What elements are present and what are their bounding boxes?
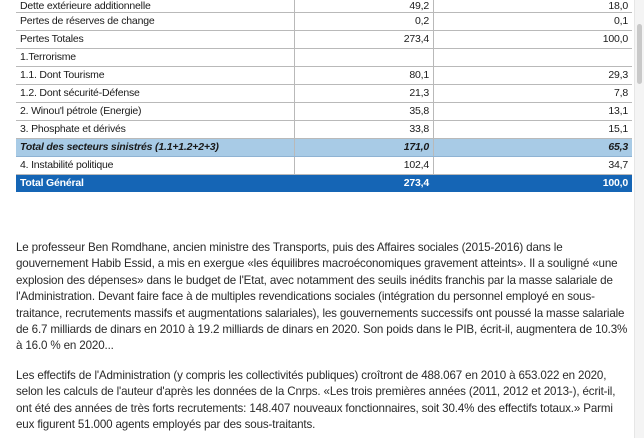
row-label: 2. Winou'l pétrole (Energie): [16, 103, 295, 121]
row-label: Total Général: [16, 175, 295, 193]
row-label: 1.1. Dont Tourisme: [16, 67, 295, 85]
row-value-amount: 49,2: [295, 0, 434, 13]
row-value-amount: 33,8: [295, 121, 434, 139]
table-row: [16, 103, 632, 121]
row-value-percent: 15,1: [434, 121, 633, 139]
table-row: [16, 121, 632, 139]
table-row: [16, 0, 632, 13]
table-row: [16, 139, 632, 157]
row-value-amount: [295, 49, 434, 67]
row-label: 1.2. Dont sécurité-Défense: [16, 85, 295, 103]
table-row: [16, 175, 632, 193]
table-row: [16, 157, 632, 175]
losses-table-container: [16, 0, 632, 192]
row-value-percent: 13,1: [434, 103, 633, 121]
row-label: Pertes Totales: [16, 31, 295, 49]
row-value-amount: 171,0: [295, 139, 434, 157]
row-label: 3. Phosphate et dérivés: [16, 121, 295, 139]
table-row: [16, 13, 632, 31]
row-value-percent: 29,3: [434, 67, 633, 85]
row-value-percent: 7,8: [434, 85, 633, 103]
scrollbar-thumb[interactable]: [637, 24, 642, 84]
table-row: [16, 85, 632, 103]
table-row: [16, 67, 632, 85]
article-body: [16, 240, 628, 446]
losses-table: [16, 0, 632, 192]
table-row: [16, 49, 632, 67]
page-scrollbar[interactable]: [634, 0, 644, 438]
row-value-percent: 34,7: [434, 157, 633, 175]
article-paragraph-2: Les effectifs de l'Administration (y compris les collectivités publiques) croîtront de 488.067 en 2010 à 653.022 en 2020, selon les calculs de l'auteur d'après les données de la Cnrps. «Les trois premières années (2011, 2012 et 2013-), écrit-il, ont été des années de très forts recrutements: 148.407 nouveaux fonctionnaires, soit 30.4% des effectifs totaux.» Parmi eux figurent 51.000 agents employés par des sous-traitants.: [16, 368, 616, 432]
row-value-percent: 100,0: [434, 175, 633, 193]
row-label: Dette extérieure additionnelle: [16, 0, 295, 13]
row-value-percent: [434, 49, 633, 67]
row-value-amount: 273,4: [295, 31, 434, 49]
row-value-amount: 273,4: [295, 175, 434, 193]
row-value-percent: 100,0: [434, 31, 633, 49]
row-value-amount: 80,1: [295, 67, 434, 85]
row-value-amount: 102,4: [295, 157, 434, 175]
row-value-amount: 35,8: [295, 103, 434, 121]
row-value-percent: 65,3: [434, 139, 633, 157]
row-value-percent: 0,1: [434, 13, 633, 31]
row-value-amount: 21,3: [295, 85, 434, 103]
row-label: Pertes de réserves de change: [16, 13, 295, 31]
row-label: 1.Terrorisme: [16, 49, 295, 67]
table-row: [16, 31, 632, 49]
row-value-percent: 18,0: [434, 0, 633, 13]
row-label: Total des secteurs sinistrés (1.1+1.2+2+3): [16, 139, 295, 157]
row-value-amount: 0,2: [295, 13, 434, 31]
article-paragraph-1: Le professeur Ben Romdhane, ancien ministre des Transports, puis des Affaires sociales (2015-2016) dans le gouvernement Habib Essid, a mis en exergue «les équilibres macroéconomiques gravement atteints». Il a souligné «une explosion des dépenses» dans le budget de l'Etat, avec notamment des seuils inédits franchis par la masse salariale de l'Administration. Devant faire face à de multiples revendications sociales (intégration du personnel employé en sous-traitance, recrutements massifs et augmentations salariales), les gouvernements successifs ont poussé la masse salariale de 6.7 milliards de dinars en 2010 à 19.2 milliards de dinars en 2020. Son poids dans le PIB, écrit-il, augmentera de 10.3% à 16.0 % en 2020...: [16, 241, 628, 353]
row-label: 4. Instabilité politique: [16, 157, 295, 175]
losses-table-body: [16, 0, 632, 192]
